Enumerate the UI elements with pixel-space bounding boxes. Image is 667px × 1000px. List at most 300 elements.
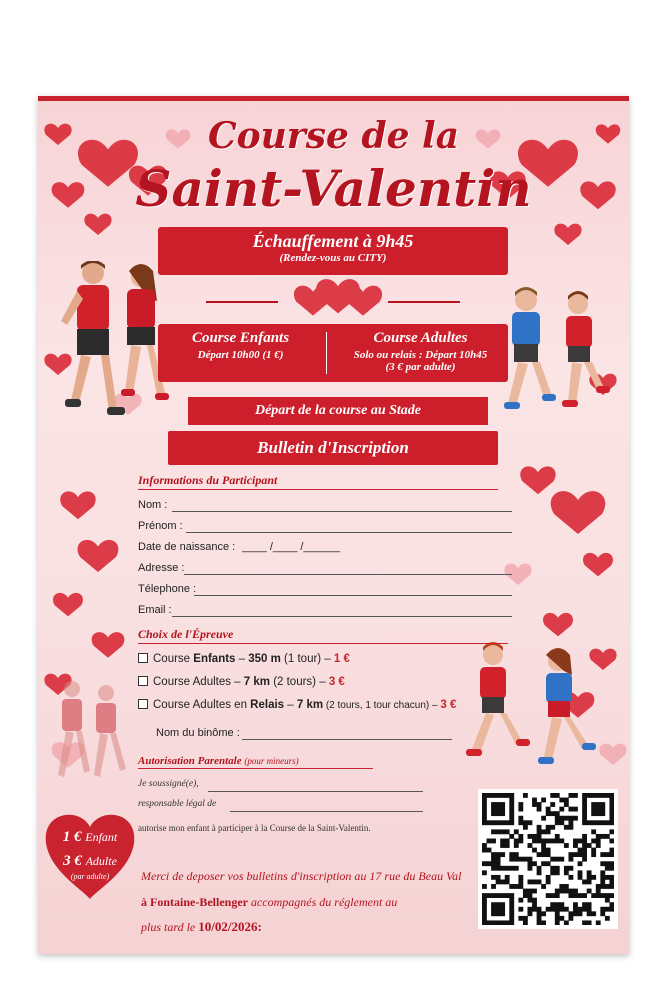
qr-module bbox=[496, 802, 501, 807]
qr-module bbox=[509, 802, 514, 807]
qr-module bbox=[532, 834, 537, 839]
qr-module bbox=[528, 889, 533, 894]
qr-module bbox=[559, 889, 564, 894]
qr-module bbox=[600, 802, 605, 807]
qr-module bbox=[537, 834, 542, 839]
qr-module bbox=[482, 916, 487, 921]
participant-section-title: Informations du Participant bbox=[138, 473, 498, 490]
checkbox-adults[interactable] bbox=[138, 676, 148, 686]
qr-module bbox=[514, 852, 519, 857]
qr-module bbox=[568, 866, 573, 871]
qr-module bbox=[555, 911, 560, 916]
qr-module bbox=[537, 907, 542, 912]
qr-module bbox=[609, 884, 614, 889]
qr-module bbox=[605, 907, 610, 912]
partner-field[interactable] bbox=[156, 727, 456, 739]
qr-module bbox=[509, 916, 514, 921]
firstname-field[interactable] bbox=[138, 520, 513, 532]
qr-module bbox=[605, 861, 610, 866]
qr-module bbox=[491, 820, 496, 825]
qr-module bbox=[609, 866, 614, 871]
birthdate-placeholder[interactable]: ____ /____ /______ bbox=[242, 541, 341, 553]
qr-module bbox=[482, 848, 487, 853]
adults-course-title: Course Adultes bbox=[373, 330, 468, 346]
option-relay[interactable] bbox=[138, 699, 456, 711]
qr-module bbox=[487, 793, 492, 798]
qr-module bbox=[609, 793, 614, 798]
qr-module bbox=[550, 893, 555, 898]
qr-module bbox=[591, 793, 596, 798]
qr-module bbox=[555, 866, 560, 871]
qr-module bbox=[487, 848, 492, 853]
qr-module bbox=[596, 839, 601, 844]
qr-module bbox=[582, 839, 587, 844]
checkbox-relay[interactable] bbox=[138, 699, 148, 709]
qr-module bbox=[496, 875, 501, 880]
qr-module bbox=[609, 829, 614, 834]
qr-module bbox=[609, 848, 614, 853]
qr-module bbox=[600, 879, 605, 884]
qr-module bbox=[609, 907, 614, 912]
qr-module bbox=[596, 884, 601, 889]
qr-module bbox=[528, 898, 533, 903]
qr-module bbox=[600, 793, 605, 798]
qr-module bbox=[500, 802, 505, 807]
qr-module bbox=[491, 802, 496, 807]
qr-module bbox=[528, 820, 533, 825]
qr-module bbox=[582, 920, 587, 925]
qr-module bbox=[550, 825, 555, 830]
qr-module bbox=[546, 848, 551, 853]
qr-module bbox=[596, 807, 601, 812]
qr-module bbox=[491, 807, 496, 812]
qr-module bbox=[609, 802, 614, 807]
kids-course-detail: Départ 10h00 (1 €) bbox=[197, 349, 284, 361]
qr-module bbox=[559, 820, 564, 825]
qr-module bbox=[537, 916, 542, 921]
qr-module bbox=[609, 816, 614, 821]
qr-module bbox=[582, 811, 587, 816]
qr-module bbox=[500, 811, 505, 816]
footer-line2 bbox=[141, 895, 397, 910]
qr-module bbox=[528, 857, 533, 862]
address-field[interactable] bbox=[138, 562, 513, 574]
qr-module bbox=[555, 857, 560, 862]
qr-module bbox=[532, 839, 537, 844]
qr-module bbox=[514, 884, 519, 889]
qr-module bbox=[596, 834, 601, 839]
parental-title-text: Autorisation Parentale bbox=[138, 755, 242, 767]
qr-module bbox=[555, 902, 560, 907]
option-relay-price: 3 € bbox=[440, 699, 457, 711]
adult-runners-illustration bbox=[53, 261, 173, 451]
qr-module bbox=[518, 839, 523, 844]
name-line[interactable] bbox=[172, 511, 512, 512]
option-adults[interactable] bbox=[138, 676, 345, 688]
qr-module bbox=[491, 920, 496, 925]
qr-module bbox=[596, 820, 601, 825]
qr-module bbox=[496, 807, 501, 812]
qr-module bbox=[596, 920, 601, 925]
qr-module bbox=[532, 802, 537, 807]
qr-module bbox=[491, 793, 496, 798]
qr-module bbox=[491, 852, 496, 857]
adults-course-info bbox=[333, 330, 508, 373]
qr-module bbox=[568, 893, 573, 898]
qr-module bbox=[523, 916, 528, 921]
qr-module bbox=[605, 834, 610, 839]
qr-module bbox=[482, 920, 487, 925]
qr-module bbox=[509, 884, 514, 889]
qr-module bbox=[482, 816, 487, 821]
qr-module bbox=[500, 879, 505, 884]
qr-module bbox=[555, 793, 560, 798]
qr-module bbox=[537, 920, 542, 925]
qr-module bbox=[587, 820, 592, 825]
qr-module bbox=[509, 866, 514, 871]
qr-module bbox=[505, 829, 510, 834]
qr-module bbox=[509, 920, 514, 925]
email-field[interactable] bbox=[138, 604, 513, 616]
parental-line1[interactable] bbox=[138, 779, 428, 789]
qr-module bbox=[537, 852, 542, 857]
qr-module bbox=[555, 907, 560, 912]
qr-module bbox=[518, 884, 523, 889]
qr-module bbox=[591, 911, 596, 916]
qr-module bbox=[564, 920, 569, 925]
qr-module bbox=[591, 852, 596, 857]
qr-module bbox=[528, 834, 533, 839]
checkbox-kids[interactable] bbox=[138, 653, 148, 663]
adults-course-price: (3 € par adulte) bbox=[385, 361, 456, 373]
qr-module bbox=[605, 852, 610, 857]
qr-module bbox=[500, 820, 505, 825]
qr-module bbox=[609, 902, 614, 907]
qr-module bbox=[605, 884, 610, 889]
qr-module bbox=[609, 811, 614, 816]
qr-module bbox=[587, 843, 592, 848]
qr-module bbox=[564, 866, 569, 871]
qr-module bbox=[496, 793, 501, 798]
qr-module bbox=[482, 911, 487, 916]
qr-module bbox=[559, 816, 564, 821]
heart-adult-label: Adulte bbox=[85, 854, 117, 868]
courses-separator bbox=[326, 332, 327, 374]
qr-module bbox=[505, 793, 510, 798]
qr-module bbox=[496, 857, 501, 862]
qr-module bbox=[587, 870, 592, 875]
qr-module bbox=[537, 866, 542, 871]
qr-module bbox=[591, 811, 596, 816]
qr-module bbox=[578, 839, 583, 844]
qr-module bbox=[555, 839, 560, 844]
option-adults-price: 3 € bbox=[328, 676, 345, 688]
qr-module bbox=[514, 843, 519, 848]
qr-module bbox=[550, 839, 555, 844]
qr-module bbox=[600, 870, 605, 875]
parental-line1-text: Je soussigné(e), bbox=[138, 779, 199, 789]
qr-module bbox=[609, 839, 614, 844]
qr-module bbox=[550, 907, 555, 912]
qr-module bbox=[555, 893, 560, 898]
qr-module bbox=[573, 911, 578, 916]
qr-module bbox=[600, 820, 605, 825]
qr-module bbox=[537, 807, 542, 812]
qr-module bbox=[600, 852, 605, 857]
qr-module bbox=[582, 857, 587, 862]
qr-module bbox=[587, 920, 592, 925]
qr-module bbox=[509, 907, 514, 912]
qr-module bbox=[596, 889, 601, 894]
adults-course-detail: Solo ou relais : Départ 10h45 bbox=[353, 349, 488, 361]
qr-module bbox=[568, 911, 573, 916]
event-choice-section-title: Choix de l'Épreuve bbox=[138, 627, 508, 644]
qr-module bbox=[582, 848, 587, 853]
qr-module bbox=[491, 857, 496, 862]
qr-module bbox=[532, 848, 537, 853]
qr-module bbox=[582, 793, 587, 798]
qr-module bbox=[600, 893, 605, 898]
parental-line1-underline[interactable] bbox=[208, 791, 423, 792]
qr-module bbox=[496, 902, 501, 907]
qr-module bbox=[482, 793, 487, 798]
firstname-label: Prénom : bbox=[138, 520, 183, 532]
qr-module bbox=[482, 807, 487, 812]
email-line[interactable] bbox=[172, 616, 512, 617]
qr-module bbox=[532, 907, 537, 912]
kids-course-info bbox=[158, 330, 323, 361]
option-kids-text-b: Enfants bbox=[193, 653, 236, 665]
qr-module bbox=[578, 875, 583, 880]
qr-module bbox=[559, 916, 564, 921]
qr-module bbox=[532, 879, 537, 884]
option-kids-distance: 350 m bbox=[248, 653, 281, 665]
qr-module bbox=[587, 911, 592, 916]
warmup-subtitle: (Rendez-vous au CITY) bbox=[279, 252, 387, 264]
qr-module bbox=[573, 807, 578, 812]
page-title-line1: Course de la bbox=[207, 115, 460, 157]
option-kids-text-e: (1 tour) – bbox=[280, 653, 334, 665]
phone-field[interactable] bbox=[138, 583, 513, 595]
qr-module bbox=[500, 793, 505, 798]
option-kids[interactable] bbox=[138, 653, 350, 665]
qr-module bbox=[532, 902, 537, 907]
qr-module bbox=[496, 920, 501, 925]
qr-module bbox=[573, 893, 578, 898]
qr-module bbox=[546, 875, 551, 880]
qr-module bbox=[573, 839, 578, 844]
parental-line2[interactable] bbox=[138, 799, 428, 809]
qr-module bbox=[555, 889, 560, 894]
qr-module bbox=[505, 920, 510, 925]
qr-module bbox=[491, 839, 496, 844]
qr-module bbox=[550, 811, 555, 816]
qr-module bbox=[559, 902, 564, 907]
qr-module bbox=[591, 839, 596, 844]
qr-module bbox=[582, 852, 587, 857]
qr-module bbox=[496, 907, 501, 912]
qr-module bbox=[541, 848, 546, 853]
qr-module bbox=[482, 898, 487, 903]
qr-module bbox=[482, 907, 487, 912]
qr-module bbox=[509, 811, 514, 816]
qr-module bbox=[546, 852, 551, 857]
qr-module bbox=[505, 839, 510, 844]
qr-module bbox=[550, 866, 555, 871]
qr-module bbox=[487, 839, 492, 844]
qr-module bbox=[546, 907, 551, 912]
footer-line3 bbox=[141, 919, 262, 935]
qr-module bbox=[518, 802, 523, 807]
qr-module bbox=[587, 879, 592, 884]
qr-module bbox=[573, 902, 578, 907]
qr-module bbox=[491, 907, 496, 912]
qr-module bbox=[568, 889, 573, 894]
qr-module bbox=[568, 825, 573, 830]
email-label: Email : bbox=[138, 604, 172, 616]
footer-line3-prefix: plus tard le bbox=[141, 920, 199, 934]
qr-module bbox=[573, 852, 578, 857]
qr-module bbox=[559, 884, 564, 889]
qr-module bbox=[555, 920, 560, 925]
firstname-line[interactable] bbox=[186, 532, 512, 533]
qr-module bbox=[550, 802, 555, 807]
parental-line2-underline[interactable] bbox=[230, 811, 423, 812]
qr-module bbox=[537, 839, 542, 844]
qr-module bbox=[532, 798, 537, 803]
flyer-sheet bbox=[38, 96, 629, 954]
name-field[interactable] bbox=[138, 499, 513, 511]
qr-module bbox=[509, 852, 514, 857]
qr-module bbox=[605, 898, 610, 903]
qr-module bbox=[582, 816, 587, 821]
qr-module bbox=[587, 875, 592, 880]
qr-module bbox=[491, 875, 496, 880]
heart-adult-amount: 3 € bbox=[63, 853, 82, 869]
qr-module bbox=[591, 802, 596, 807]
qr-module bbox=[568, 875, 573, 880]
qr-code[interactable] bbox=[478, 789, 618, 929]
qr-module bbox=[600, 875, 605, 880]
qr-module bbox=[609, 798, 614, 803]
qr-module bbox=[587, 889, 592, 894]
qr-module bbox=[600, 911, 605, 916]
qr-module bbox=[582, 902, 587, 907]
qr-module bbox=[528, 893, 533, 898]
qr-module bbox=[491, 811, 496, 816]
qr-module bbox=[578, 848, 583, 853]
qr-module bbox=[482, 843, 487, 848]
qr-module bbox=[559, 798, 564, 803]
partner-line[interactable] bbox=[242, 739, 452, 740]
qr-module bbox=[546, 893, 551, 898]
heart-adult-price bbox=[42, 853, 138, 870]
qr-module bbox=[564, 843, 569, 848]
qr-module bbox=[505, 875, 510, 880]
qr-module bbox=[564, 825, 569, 830]
qr-module bbox=[555, 811, 560, 816]
phone-line[interactable] bbox=[194, 595, 512, 596]
qr-module bbox=[532, 861, 537, 866]
qr-module bbox=[505, 866, 510, 871]
footer-line2-rest: accompagnés du réglement au bbox=[247, 895, 398, 909]
qr-module bbox=[591, 807, 596, 812]
qr-module bbox=[496, 879, 501, 884]
qr-module bbox=[578, 870, 583, 875]
name-label: Nom : bbox=[138, 499, 168, 511]
qr-module bbox=[546, 811, 551, 816]
price-heart bbox=[42, 809, 138, 901]
qr-module bbox=[568, 916, 573, 921]
qr-module bbox=[491, 866, 496, 871]
option-adults-text-c: (2 tours) – bbox=[270, 676, 329, 688]
qr-module bbox=[605, 916, 610, 921]
qr-module bbox=[582, 843, 587, 848]
courses-banner bbox=[158, 324, 508, 382]
qr-module bbox=[500, 920, 505, 925]
qr-module bbox=[528, 911, 533, 916]
qr-module bbox=[609, 820, 614, 825]
qr-module bbox=[541, 911, 546, 916]
qr-module bbox=[518, 807, 523, 812]
qr-module bbox=[605, 793, 610, 798]
qr-module bbox=[518, 916, 523, 921]
address-line[interactable] bbox=[184, 574, 512, 575]
option-kids-price: 1 € bbox=[333, 653, 350, 665]
qr-module bbox=[550, 857, 555, 862]
warmup-title: Échauffement à 9h45 bbox=[252, 231, 414, 251]
qr-module bbox=[596, 893, 601, 898]
qr-module bbox=[482, 802, 487, 807]
qr-module bbox=[500, 907, 505, 912]
qr-module bbox=[505, 879, 510, 884]
qr-module bbox=[591, 875, 596, 880]
qr-module bbox=[591, 820, 596, 825]
qr-code-pattern bbox=[482, 793, 614, 925]
qr-module bbox=[487, 820, 492, 825]
birthdate-field[interactable] bbox=[138, 541, 513, 553]
qr-module bbox=[555, 820, 560, 825]
qr-module bbox=[546, 879, 551, 884]
start-location-banner: Départ de la course au Stade bbox=[188, 397, 488, 425]
qr-module bbox=[600, 811, 605, 816]
qr-module bbox=[528, 907, 533, 912]
divider-left bbox=[206, 301, 278, 303]
qr-module bbox=[509, 902, 514, 907]
qr-module bbox=[500, 893, 505, 898]
qr-module bbox=[541, 884, 546, 889]
option-kids-text-a: Course bbox=[153, 653, 194, 665]
qr-module bbox=[564, 802, 569, 807]
qr-module bbox=[582, 802, 587, 807]
divider-right bbox=[388, 301, 460, 303]
qr-module bbox=[482, 893, 487, 898]
qr-module bbox=[573, 907, 578, 912]
qr-module bbox=[496, 911, 501, 916]
qr-module bbox=[546, 825, 551, 830]
qr-module bbox=[555, 916, 560, 921]
option-relay-distance: 7 km bbox=[296, 699, 324, 711]
qr-module bbox=[518, 907, 523, 912]
qr-module bbox=[568, 807, 573, 812]
qr-module bbox=[491, 861, 496, 866]
qr-module bbox=[509, 857, 514, 862]
qr-module bbox=[509, 816, 514, 821]
qr-module bbox=[587, 902, 592, 907]
qr-module bbox=[605, 893, 610, 898]
qr-module bbox=[514, 866, 519, 871]
qr-module bbox=[573, 793, 578, 798]
